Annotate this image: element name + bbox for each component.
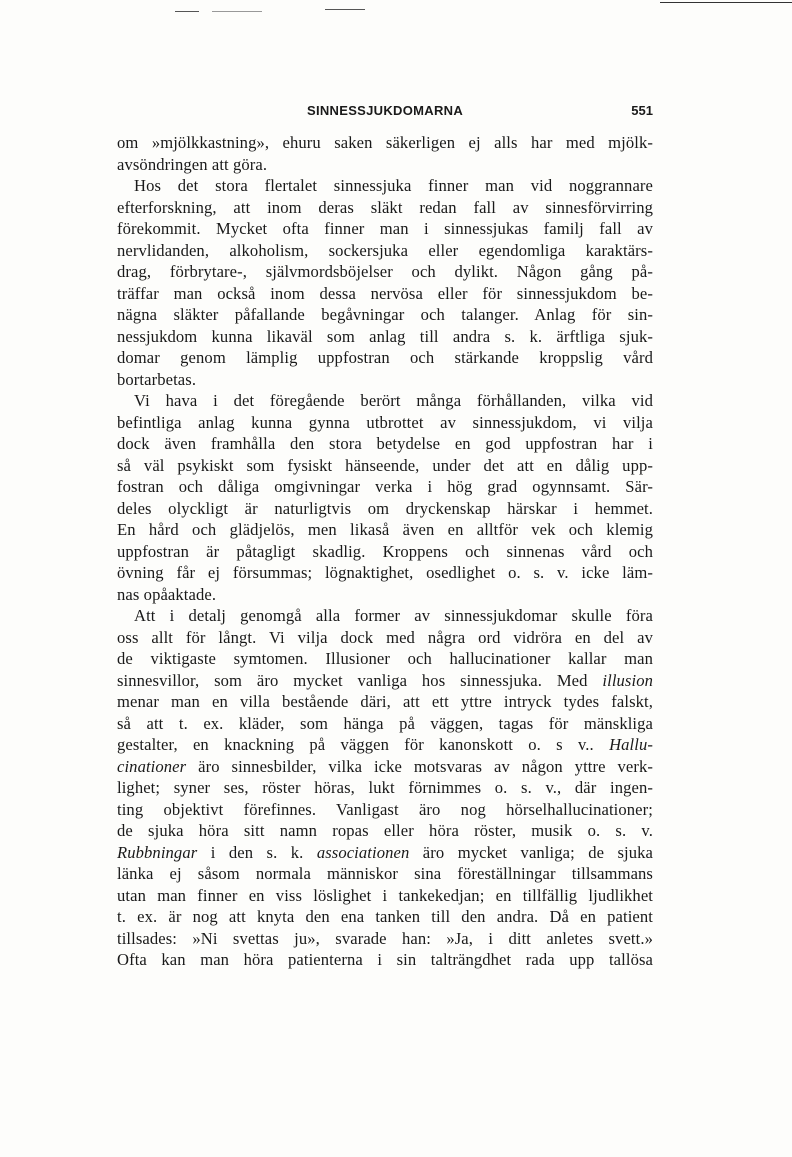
running-head [117,103,653,125]
italic-term: Rubbningar [117,842,198,862]
text-line [117,734,653,756]
text-line: nägna släkter påfallande begåvningar och talanger. Anlag för sin- [117,305,653,324]
text-line: befintliga anlag kunna gynna utbrottet av sinnessjukdom, vi vilja [117,412,653,432]
text-segment: i den s. k. [210,842,304,862]
text-line: En hård och glädjelös, men likaså även en alltför vek och klemig [117,520,653,539]
italic-term: cinationer [117,756,187,776]
text-line: så väl psykiskt som fysiskt hänseende, under det att en dålig upp- [117,455,653,475]
text-line: efterforskning, att inom deras släkt redan fall av sinnesförvirring [117,197,653,217]
text-segment: äro mycket vanliga; de sjuka [422,842,654,862]
text-line: Att i detalj genomgå alla former av sinnessjukdomar skulle föra [134,606,653,625]
text-line: menar man en villa bestående däri, att ett yttre intryck tydes falskt, [117,692,653,711]
text-line: deles olyckligt är naturligtvis om dryckenskap härskar i hemmet. [117,498,653,518]
text-line: domar genom lämplig uppfostran och stärkande kroppslig vård [117,348,653,367]
text-line: bortarbetas. [117,369,197,389]
text-segment: äro sinnesbilder, vilka icke motsvaras av någon yttre verk- [198,756,654,776]
text-line: så att t. ex. kläder, som hänga på väggen, tagas för mänskliga [117,713,653,733]
text-line: utan man finner en viss löslighet i tankekedjan; en tillfällig ljudlikhet [117,885,653,905]
text-line: nas opåaktade. [117,584,217,604]
text-line: uppfostran är påtagligt skadlig. Kroppens och sinnenas vård och [117,541,653,561]
text-line: dock även framhålla den stora betydelse en god uppfostran har i [117,434,653,453]
text-line: ting objektivt förefinnes. Vanligast äro nog hörselhallucinationer; [117,799,653,819]
italic-term: illusion [602,670,653,690]
text-line: träffar man också inom dessa nervösa eller för sinnessjukdom be- [117,283,653,303]
text-line: Ofta kan man höra patienterna i sin talträngdhet rada upp tallösa [117,950,653,969]
text-line: tillsades: »Ni svettas ju», svarade han: »Ja, i ditt anletes svett.» [117,928,653,948]
text-line: de sjuka höra sitt namn ropas eller höra röster, musik o. s. v. [117,821,653,840]
text-line: övning får ej försummas; lögnaktighet, osedlighet o. s. v. icke läm- [117,563,653,582]
body-text [117,132,653,971]
text-line: de viktigaste symtomen. Illusioner och hallucinationer kallar man [117,649,653,668]
text-line: avsöndringen att göra. [117,154,268,174]
text-line: oss allt för långt. Vi vilja dock med några ord vidröra en del av [117,627,653,647]
text-line: nervlidanden, alkoholism, sockersjuka eller egendomliga karaktärs- [117,240,653,260]
text-segment: gestalter, en knackning på väggen för kanonskott o. s v.. [117,735,594,754]
text-line [117,670,653,692]
scan-artifact-line [175,11,199,12]
scan-artifact-line [212,11,262,12]
text-line [117,756,653,778]
text-segment: sinnesvillor, som äro mycket vanliga hos sinnessjuka. Med [117,670,588,690]
scan-artifact-line [660,2,792,3]
text-line: länka ej såsom normala människor sina föreställningar tillsammans [117,864,653,883]
text-line: lighet; syner ses, röster höras, lukt förnimmes o. s. v., där ingen- [117,778,653,797]
text-line: fostran och dåliga omgivningar verka i hög grad ogynnsamt. Sär- [117,477,653,496]
text-line [117,842,653,864]
page-title: SINNESSJUKDOMARNA [306,103,464,118]
italic-term: associationen [316,842,410,862]
scan-artifact-line [325,9,365,10]
text-line: Hos det stora flertalet sinnessjuka finner man vid noggrannare [134,176,653,195]
text-line: Vi hava i det föregående berört många förhållanden, vilka vid [134,391,653,410]
italic-term: Hallu- [609,735,653,754]
text-line: drag, förbrytare-, självmordsböjelser och dylikt. Någon gång på- [117,262,653,281]
page-number: 551 [631,103,653,118]
text-line: om »mjölkkastning», ehuru saken säkerligen ej alls har med mjölk- [117,133,653,152]
text-line: t. ex. är nog att knyta den ena tanken till den andra. Då en patient [117,907,653,926]
text-line: förekommit. Mycket ofta finner man i sinnessjukas familj fall av [117,219,653,238]
text-line: nessjukdom kunna likaväl som anlag till andra s. k. ärftliga sjuk- [117,326,653,346]
